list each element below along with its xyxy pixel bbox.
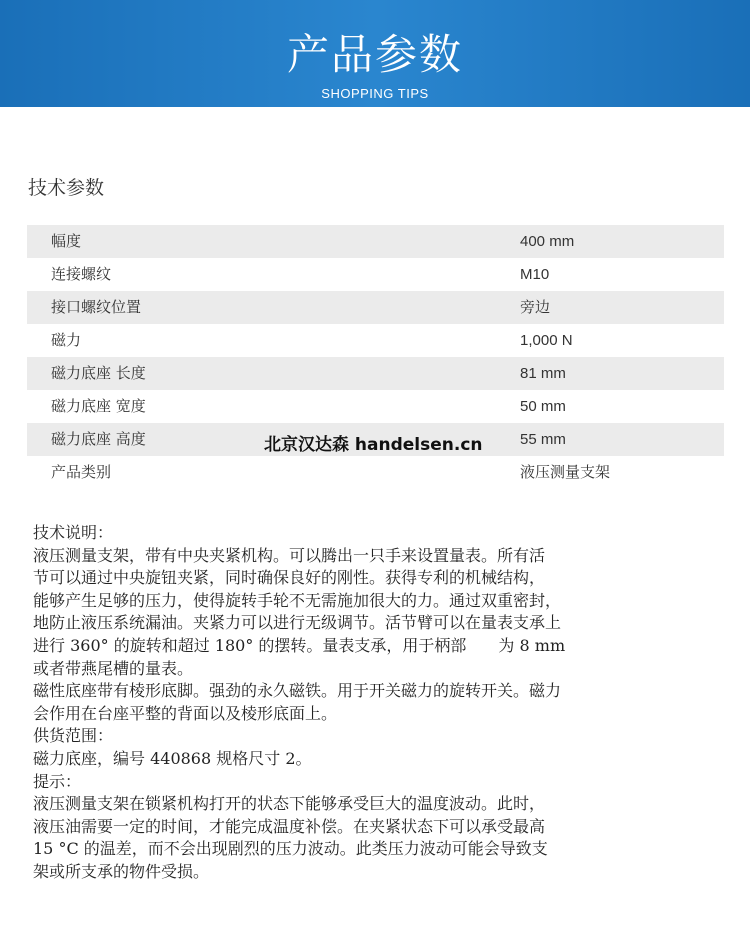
spec-row (27, 390, 724, 423)
description-line: 技术说明： (33, 523, 114, 542)
description-line: 液压测量支架在锁紧机构打开的状态下能够承受巨大的温度波动。此时， (33, 794, 546, 814)
spec-row (27, 324, 724, 357)
description-line: 会作用在台座平整的背面以及棱形底面上。 (33, 703, 338, 723)
description-line: 地防止液压系统漏油。夹紧力可以进行无级调节。活节臂可以在量表支承上 (33, 613, 562, 633)
description-line: 进行 360° 的旋转和超过 180° 的摆转。量表支承，用于柄部 为 8 mm (33, 635, 566, 655)
spec-row (27, 291, 724, 324)
description-line: 或者带燕尾槽的量表。 (33, 658, 194, 678)
spec-row (27, 357, 724, 390)
description-line: 能够产生足够的压力，使得旋转手轮不无需施加很大的力。通过双重密封， (33, 590, 562, 610)
spec-row (27, 225, 724, 258)
section-heading: 技术参数 (28, 177, 105, 199)
description-line: 液压油需要一定的时间，才能完成温度补偿。在夹紧状态下可以承受最高 (33, 816, 546, 836)
watermark: 北京汉达森 handelsen.cn (264, 435, 483, 455)
spec-value: 1,000 N (520, 332, 573, 349)
description-line: 液压测量支架，带有中央夹紧机构。可以腾出一只手来设置量表。所有活 (33, 545, 546, 565)
description-line: 磁力底座，编号 440868 规格尺寸 2。 (33, 748, 312, 768)
description-line: 架或所支承的物件受损。 (33, 861, 210, 881)
spec-row (27, 456, 724, 489)
spec-value: M10 (520, 266, 550, 283)
spec-value: 81 mm (520, 365, 566, 382)
spec-key: 磁力底座 高度 (51, 430, 146, 448)
header-banner (0, 0, 750, 107)
spec-key: 磁力底座 宽度 (51, 397, 146, 415)
description-line: 提示： (33, 771, 82, 791)
spec-value: 55 mm (520, 431, 566, 448)
spec-key: 幅度 (51, 232, 82, 250)
banner-title: 产品参数 (286, 30, 463, 79)
spec-row (27, 258, 724, 291)
spec-value: 50 mm (520, 398, 566, 415)
description-line: 供货范围： (33, 726, 114, 746)
banner-subtitle: SHOPPING TIPS (321, 86, 429, 101)
spec-value: 液压测量支架 (520, 464, 611, 481)
description-line: 磁性底座带有棱形底脚。强劲的永久磁铁。用于开关磁力的旋转开关。磁力 (33, 681, 562, 701)
spec-key: 接口螺纹位置 (51, 298, 142, 316)
spec-value: 旁边 (520, 299, 551, 316)
description-line: 节可以通过中央旋钮夹紧，同时确保良好的刚性。获得专利的机械结构， (33, 568, 546, 588)
description-text (33, 522, 733, 884)
spec-value: 400 mm (520, 233, 575, 250)
spec-key: 产品类别 (51, 463, 112, 481)
description-line: 15 °C 的温差，而不会出现剧烈的压力波动。此类压力波动可能会导致支 (33, 839, 548, 859)
spec-key: 磁力底座 长度 (51, 364, 146, 382)
spec-key: 连接螺纹 (51, 265, 112, 283)
spec-key: 磁力 (51, 331, 82, 349)
